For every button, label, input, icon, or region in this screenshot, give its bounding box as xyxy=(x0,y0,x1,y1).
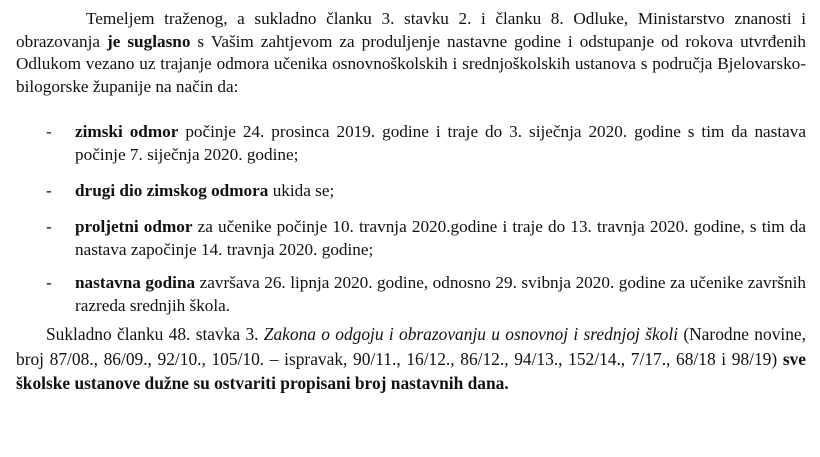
closing-law-title: Zakona o odgoju i obrazovanju u osnovnoj i srednjoj školi xyxy=(263,324,679,344)
intro-paragraph xyxy=(16,8,806,98)
bullet-text xyxy=(75,121,806,166)
intro-text-1: Temeljem traženog, a sukladno članku 3. stavku 2. i članku 8. Odluke, Ministarstvo znanosti i obrazovanja xyxy=(16,9,806,51)
bullet-body: ukida se; xyxy=(268,181,335,200)
bullet-bold: zimski odmor xyxy=(75,122,179,141)
intro-text-2: s Vašim zahtjevom za produljenje nastavne godine i odstupanje od rokova utvrđenih Odlukom vezano uz trajanje odmora učenika osnovnoškolskih i srednjoškolskih ustanova s područja Bjelovarsko-bilogorske županije na način da: xyxy=(16,31,806,96)
closing-text-2: (Narodne novine, broj 87/08., 86/09., 92/10., 105/10. – ispravak, 90/11., 16/12., 86/12., 94/13., 152/14., 7/17., 68/18 i 98/19) xyxy=(16,324,806,369)
bullet-body: završava 26. lipnja 2020. godine, odnosno 29. svibnja 2020. godine za učenike završnih razreda srednjih škola. xyxy=(75,273,806,315)
closing-text-1: Sukladno članku 48. stavka 3. xyxy=(46,324,264,344)
bullet-body: za učenike počinje 10. travnja 2020.godine i traje do 13. travnja 2020. godine, s tim da nastava započinje 14. travnja 2020. godine; xyxy=(75,217,806,259)
bullet-bold: drugi dio zimskog odmora xyxy=(75,181,269,200)
bullet-bold: proljetni odmor xyxy=(75,217,193,236)
bullet-dash: - xyxy=(46,217,52,236)
closing-bold-obligation: sve školske ustanove dužne su ostvariti propisani broj nastavnih dana. xyxy=(16,348,806,393)
bullet-body: počinje 24. prosinca 2019. godine i traje do 3. siječnja 2020. godine s tim da nastava počinje 7. siječnja 2020. godine; xyxy=(75,122,806,164)
bullet-dash: - xyxy=(46,122,52,141)
intro-bold-approval: je suglasno xyxy=(107,31,191,51)
bullet-dash: - xyxy=(46,181,52,200)
bullet-text xyxy=(75,180,806,203)
bullet-dash: - xyxy=(46,273,52,292)
bullet-text xyxy=(75,216,806,261)
bullet-text xyxy=(75,272,806,317)
bullet-bold: nastavna godina xyxy=(75,273,196,292)
closing-paragraph xyxy=(16,322,806,396)
